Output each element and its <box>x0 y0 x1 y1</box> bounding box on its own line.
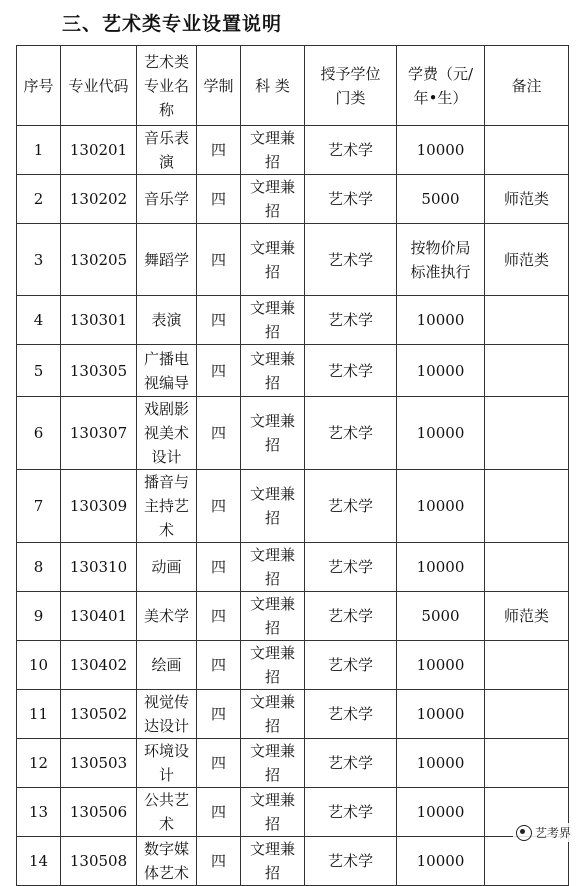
cell-category: 文理兼招 <box>241 592 305 641</box>
cell-fee: 10000 <box>397 788 485 837</box>
table-row <box>17 345 569 397</box>
cell-name: 播音与主持艺术 <box>137 470 197 543</box>
cell-seq: 2 <box>17 175 61 224</box>
cell-duration: 四 <box>197 641 241 690</box>
cell-seq: 1 <box>17 126 61 175</box>
watermark-text: 艺考界 <box>534 826 571 840</box>
cell-remark <box>485 470 569 543</box>
cell-duration: 四 <box>197 470 241 543</box>
cell-name: 美术学 <box>137 592 197 641</box>
cell-seq: 5 <box>17 345 61 397</box>
header-duration: 学制 <box>197 46 241 126</box>
header-fee: 学费（元/年•生） <box>397 46 485 126</box>
cell-degree: 艺术学 <box>305 592 397 641</box>
table-row <box>17 690 569 739</box>
cell-name: 戏剧影视美术设计 <box>137 397 197 470</box>
cell-seq: 7 <box>17 470 61 543</box>
cell-name: 音乐表演 <box>137 126 197 175</box>
cell-duration: 四 <box>197 224 241 296</box>
cell-remark <box>485 690 569 739</box>
cell-name: 舞蹈学 <box>137 224 197 296</box>
cell-remark <box>485 739 569 788</box>
cell-seq: 4 <box>17 296 61 345</box>
cell-duration: 四 <box>197 592 241 641</box>
cell-remark: 师范类 <box>485 592 569 641</box>
cell-duration: 四 <box>197 397 241 470</box>
table-row <box>17 641 569 690</box>
cell-seq: 14 <box>17 837 61 886</box>
cell-fee: 10000 <box>397 345 485 397</box>
cell-degree: 艺术学 <box>305 126 397 175</box>
cell-category: 文理兼招 <box>241 470 305 543</box>
table-row <box>17 739 569 788</box>
table-header-row <box>17 46 569 126</box>
cell-name: 广播电视编导 <box>137 345 197 397</box>
cell-duration: 四 <box>197 296 241 345</box>
cell-name: 音乐学 <box>137 175 197 224</box>
cell-code: 130502 <box>61 690 137 739</box>
cell-duration: 四 <box>197 788 241 837</box>
wechat-logo-icon <box>516 825 532 841</box>
cell-code: 130307 <box>61 397 137 470</box>
cell-duration: 四 <box>197 345 241 397</box>
cell-degree: 艺术学 <box>305 739 397 788</box>
cell-code: 130205 <box>61 224 137 296</box>
cell-degree: 艺术学 <box>305 175 397 224</box>
cell-seq: 11 <box>17 690 61 739</box>
table-row <box>17 397 569 470</box>
cell-category: 文理兼招 <box>241 837 305 886</box>
cell-code: 130301 <box>61 296 137 345</box>
cell-duration: 四 <box>197 126 241 175</box>
table-row <box>17 788 569 837</box>
cell-category: 文理兼招 <box>241 126 305 175</box>
cell-duration: 四 <box>197 739 241 788</box>
cell-seq: 12 <box>17 739 61 788</box>
cell-degree: 艺术学 <box>305 690 397 739</box>
cell-category: 文理兼招 <box>241 397 305 470</box>
cell-degree: 艺术学 <box>305 296 397 345</box>
cell-code: 130201 <box>61 126 137 175</box>
cell-degree: 艺术学 <box>305 345 397 397</box>
table-row <box>17 224 569 296</box>
cell-remark <box>485 296 569 345</box>
cell-duration: 四 <box>197 690 241 739</box>
cell-category: 文理兼招 <box>241 296 305 345</box>
table-row <box>17 837 569 886</box>
cell-degree: 艺术学 <box>305 224 397 296</box>
cell-degree: 艺术学 <box>305 543 397 592</box>
header-degree: 授予学位门类 <box>305 46 397 126</box>
cell-fee: 10000 <box>397 470 485 543</box>
cell-remark <box>485 837 569 886</box>
cell-category: 文理兼招 <box>241 641 305 690</box>
cell-seq: 6 <box>17 397 61 470</box>
cell-fee: 10000 <box>397 543 485 592</box>
cell-fee: 按物价局标准执行 <box>397 224 485 296</box>
cell-category: 文理兼招 <box>241 543 305 592</box>
cell-seq: 10 <box>17 641 61 690</box>
cell-remark: 师范类 <box>485 224 569 296</box>
cell-fee: 5000 <box>397 592 485 641</box>
cell-name: 环境设计 <box>137 739 197 788</box>
header-seq: 序号 <box>17 46 61 126</box>
cell-category: 文理兼招 <box>241 690 305 739</box>
cell-remark <box>485 397 569 470</box>
cell-code: 130508 <box>61 837 137 886</box>
section-title: 三、艺术类专业设置说明 <box>62 13 283 35</box>
cell-fee: 10000 <box>397 296 485 345</box>
cell-name: 绘画 <box>137 641 197 690</box>
cell-remark <box>485 126 569 175</box>
cell-name: 公共艺术 <box>137 788 197 837</box>
cell-code: 130305 <box>61 345 137 397</box>
cell-code: 130310 <box>61 543 137 592</box>
cell-degree: 艺术学 <box>305 837 397 886</box>
table-row <box>17 175 569 224</box>
header-remark: 备注 <box>485 46 569 126</box>
cell-fee: 10000 <box>397 641 485 690</box>
cell-fee: 10000 <box>397 126 485 175</box>
table-row <box>17 296 569 345</box>
cell-degree: 艺术学 <box>305 470 397 543</box>
cell-fee: 10000 <box>397 690 485 739</box>
cell-degree: 艺术学 <box>305 397 397 470</box>
cell-name: 动画 <box>137 543 197 592</box>
cell-name: 表演 <box>137 296 197 345</box>
cell-remark <box>485 345 569 397</box>
header-category: 科 类 <box>241 46 305 126</box>
cell-duration: 四 <box>197 837 241 886</box>
cell-name: 数字媒体艺术 <box>137 837 197 886</box>
cell-remark <box>485 543 569 592</box>
cell-category: 文理兼招 <box>241 345 305 397</box>
cell-category: 文理兼招 <box>241 175 305 224</box>
cell-fee: 5000 <box>397 175 485 224</box>
cell-code: 130402 <box>61 641 137 690</box>
cell-seq: 8 <box>17 543 61 592</box>
cell-category: 文理兼招 <box>241 739 305 788</box>
cell-name: 视觉传达设计 <box>137 690 197 739</box>
table-row <box>17 543 569 592</box>
cell-seq: 3 <box>17 224 61 296</box>
cell-remark: 师范类 <box>485 175 569 224</box>
cell-code: 130202 <box>61 175 137 224</box>
cell-fee: 10000 <box>397 837 485 886</box>
cell-duration: 四 <box>197 543 241 592</box>
watermark <box>513 823 574 842</box>
cell-code: 130401 <box>61 592 137 641</box>
cell-seq: 13 <box>17 788 61 837</box>
cell-category: 文理兼招 <box>241 788 305 837</box>
cell-degree: 艺术学 <box>305 788 397 837</box>
cell-category: 文理兼招 <box>241 224 305 296</box>
cell-remark <box>485 641 569 690</box>
cell-code: 130506 <box>61 788 137 837</box>
cell-duration: 四 <box>197 175 241 224</box>
table-row <box>17 592 569 641</box>
cell-degree: 艺术学 <box>305 641 397 690</box>
table-row <box>17 126 569 175</box>
table-row <box>17 470 569 543</box>
cell-seq: 9 <box>17 592 61 641</box>
majors-table <box>16 45 569 886</box>
cell-code: 130309 <box>61 470 137 543</box>
header-name: 艺术类专业名称 <box>137 46 197 126</box>
cell-code: 130503 <box>61 739 137 788</box>
header-code: 专业代码 <box>61 46 137 126</box>
cell-fee: 10000 <box>397 739 485 788</box>
cell-fee: 10000 <box>397 397 485 470</box>
